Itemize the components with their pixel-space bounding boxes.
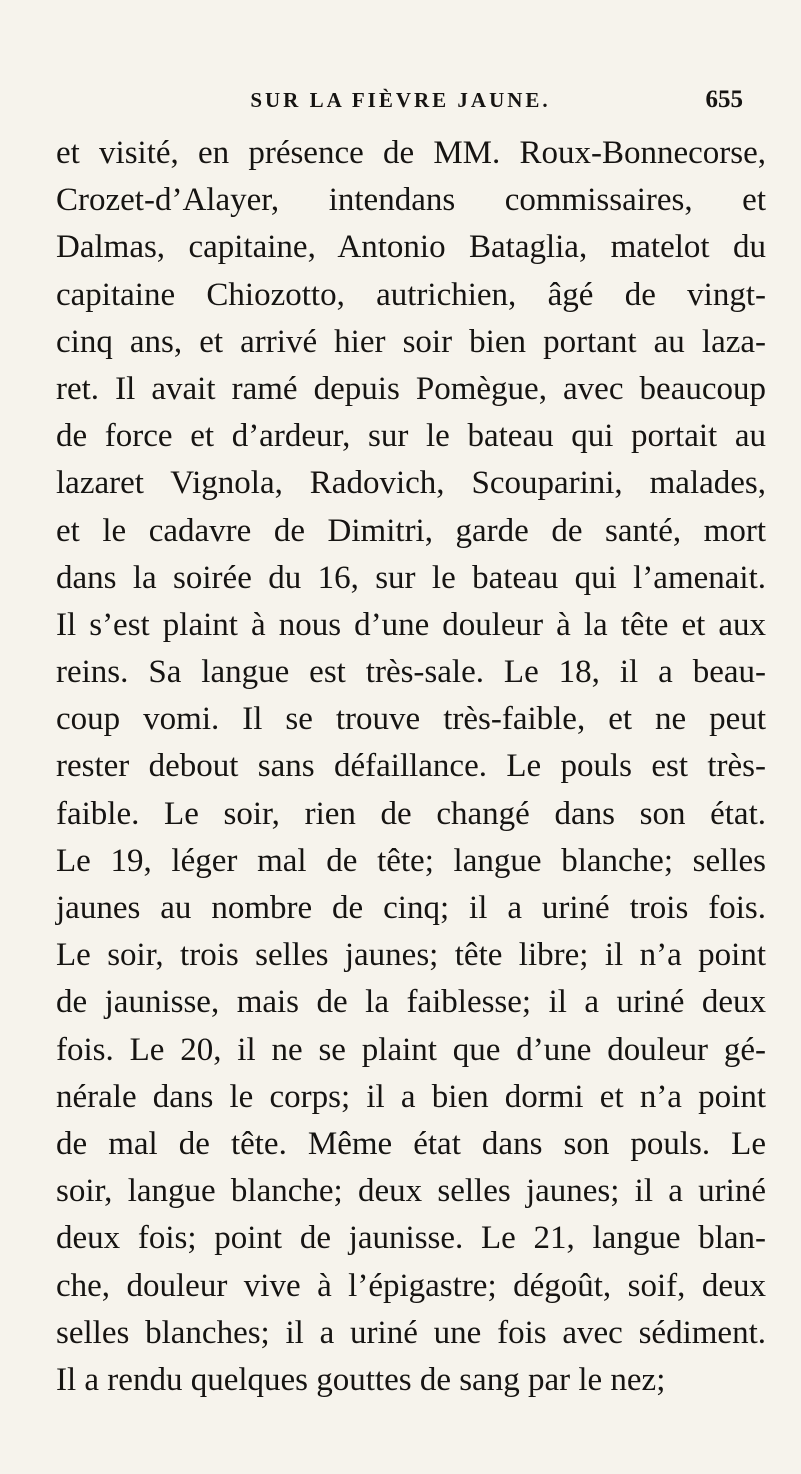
- text-line: rester debout sans défaillance. Le pouls est très-: [56, 748, 766, 785]
- text-line: Le 19, léger mal de tête; langue blanche; selles: [56, 842, 766, 879]
- running-title: SUR LA FIÈVRE JAUNE.: [250, 88, 551, 112]
- text-line: de force et d’ardeur, sur le bateau qui portait au: [56, 418, 766, 455]
- text-line: de jaunisse, mais de la faiblesse; il a uriné deux: [56, 984, 766, 1021]
- text-line: Il a rendu quelques gouttes de sang par le nez;: [56, 1361, 666, 1398]
- text-line: nérale dans le corps; il a bien dormi et n’a point: [56, 1078, 766, 1115]
- text-line: Le soir, trois selles jaunes; tête libre; il n’a point: [56, 937, 766, 974]
- text-line: selles blanches; il a uriné une fois avec sédiment.: [56, 1314, 766, 1351]
- text-line: deux fois; point de jaunisse. Le 21, langue blan-: [56, 1220, 766, 1257]
- text-line: che, douleur vive à l’épigastre; dégoût, soif, deux: [56, 1267, 766, 1304]
- text-line: et le cadavre de Dimitri, garde de santé, mort: [56, 512, 766, 549]
- text-line: reins. Sa langue est très-sale. Le 18, il a beau-: [56, 654, 766, 691]
- text-line: ret. Il avait ramé depuis Pomègue, avec beaucoup: [56, 370, 766, 407]
- text-line: faible. Le soir, rien de changé dans son état.: [56, 795, 766, 832]
- page-number: 655: [705, 86, 743, 113]
- text-line: dans la soirée du 16, sur le bateau qui l’amenait.: [56, 559, 766, 596]
- text-line: lazaret Vignola, Radovich, Scouparini, malades,: [56, 465, 766, 502]
- text-line: capitaine Chiozotto, autrichien, âgé de vingt-: [56, 276, 766, 313]
- text-line: et visité, en présence de MM. Roux-Bonnecorse,: [56, 135, 766, 171]
- text-line: soir, langue blanche; deux selles jaunes; il a uriné: [56, 1173, 766, 1210]
- text-line: Dalmas, capitaine, Antonio Bataglia, matelot du: [56, 229, 766, 266]
- text-line: jaunes au nombre de cinq; il a uriné trois fois.: [56, 890, 766, 926]
- text-line: de mal de tête. Même état dans son pouls. Le: [56, 1125, 766, 1162]
- running-head: [0, 80, 801, 120]
- text-line: Crozet-d’Alayer, intendans commissaires, et: [56, 182, 766, 219]
- body-text: [56, 130, 766, 1404]
- text-line: fois. Le 20, il ne se plaint que d’une douleur gé-: [56, 1031, 766, 1068]
- text-line: Il s’est plaint à nous d’une douleur à la tête et aux: [56, 606, 766, 643]
- text-line: cinq ans, et arrivé hier soir bien portant au laza-: [56, 323, 766, 360]
- text-line: coup vomi. Il se trouve très-faible, et ne peut: [56, 701, 766, 738]
